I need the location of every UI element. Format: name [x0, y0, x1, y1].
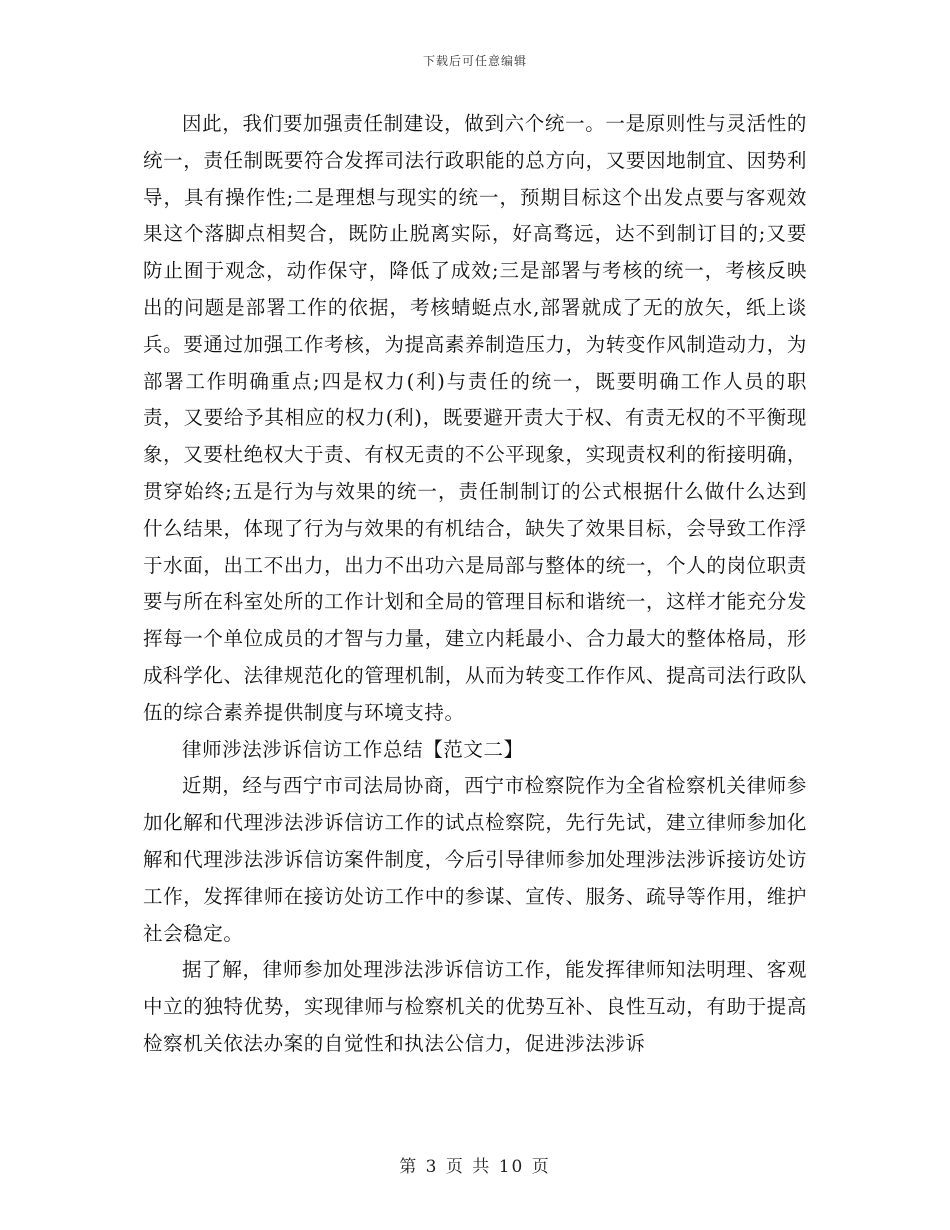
page-header-note: 下载后可任意编辑 — [422, 54, 527, 68]
paragraph-pilot-program: 近期，经与西宁市司法局协商，西宁市检察院作为全省检察机关律师参加化解和代理涉法涉诉信访工作的试点检察院，先行先试，建立律师参加化解和代理涉法涉诉信访案件制度，今后引导律师参加处理涉法涉诉接访处访工作，发挥律师在接访处访工作中的参谋、宣传、服务、疏导等作用，维护社会稳定。 — [143, 774, 807, 945]
document-body — [143, 106, 807, 1063]
section-heading: 律师涉法涉诉信访工作总结【范文二】 — [182, 737, 524, 761]
paragraph-responsibility-unity: 因此，我们要加强责任制建设，做到六个统一。一是原则性与灵活性的统一，责任制既要符合发挥司法行政职能的总方向，又要因地制宜、因势利导，具有操作性;二是理想与现实的统一，预期目标这个出发点要与客观效果这个落脚点相契合，既防止脱离实际，好高骛远，达不到制订目的;又要防止囿于观念，动作保守，降低了成效;三是部署与考核的统一，考核反映出的问题是部署工作的依据，考核蜻蜓点水,部署就成了无的放矢，纸上谈兵。要通过加强工作考核，为提高素养制造压力，为转变作风制造动力，为部署工作明确重点;四是权力(利)与责任的统一，既要明确工作人员的职责，又要给予其相应的权力(利)，既要避开责大于权、有责无权的不平衡现象，又要杜绝权大于责、有权无责的不公平现象，实现责权利的衔接明确，贯穿始终;五是行为与效果的统一，责任制制订的公式根据什么做什么达到什么结果，体现了行为与效果的有机结合，缺失了效果目标，会导致工作浮于水面，出工不出力，出力不出功六是局部与整体的统一，个人的岗位职责要与所在科室处所的工作计划和全局的管理目标和谐统一，这样才能充分发挥每一个单位成员的才智与力量，建立内耗最小、合力最大的整体格局，形成科学化、法律规范化的管理机制，从而为转变工作作风、提高司法行政队伍的综合素养提供制度与环境支持。 — [143, 112, 807, 724]
footer-total-pages: 10 — [498, 1157, 525, 1177]
footer-middle: 页 共 — [445, 1157, 492, 1177]
page-footer — [0, 1152, 950, 1177]
footer-prefix: 第 — [399, 1157, 419, 1177]
paragraph-lawyer-advantages: 据了解，律师参加处理涉法涉诉信访工作，能发挥律师知法明理、客观中立的独特优势，实现律师与检察机关的优势互补、良性互动，有助于提高检察机关依法办案的自觉性和执法公信力，促进涉法涉诉 — [143, 958, 807, 1055]
footer-suffix: 页 — [531, 1157, 551, 1177]
footer-page-number: 3 — [425, 1157, 439, 1177]
